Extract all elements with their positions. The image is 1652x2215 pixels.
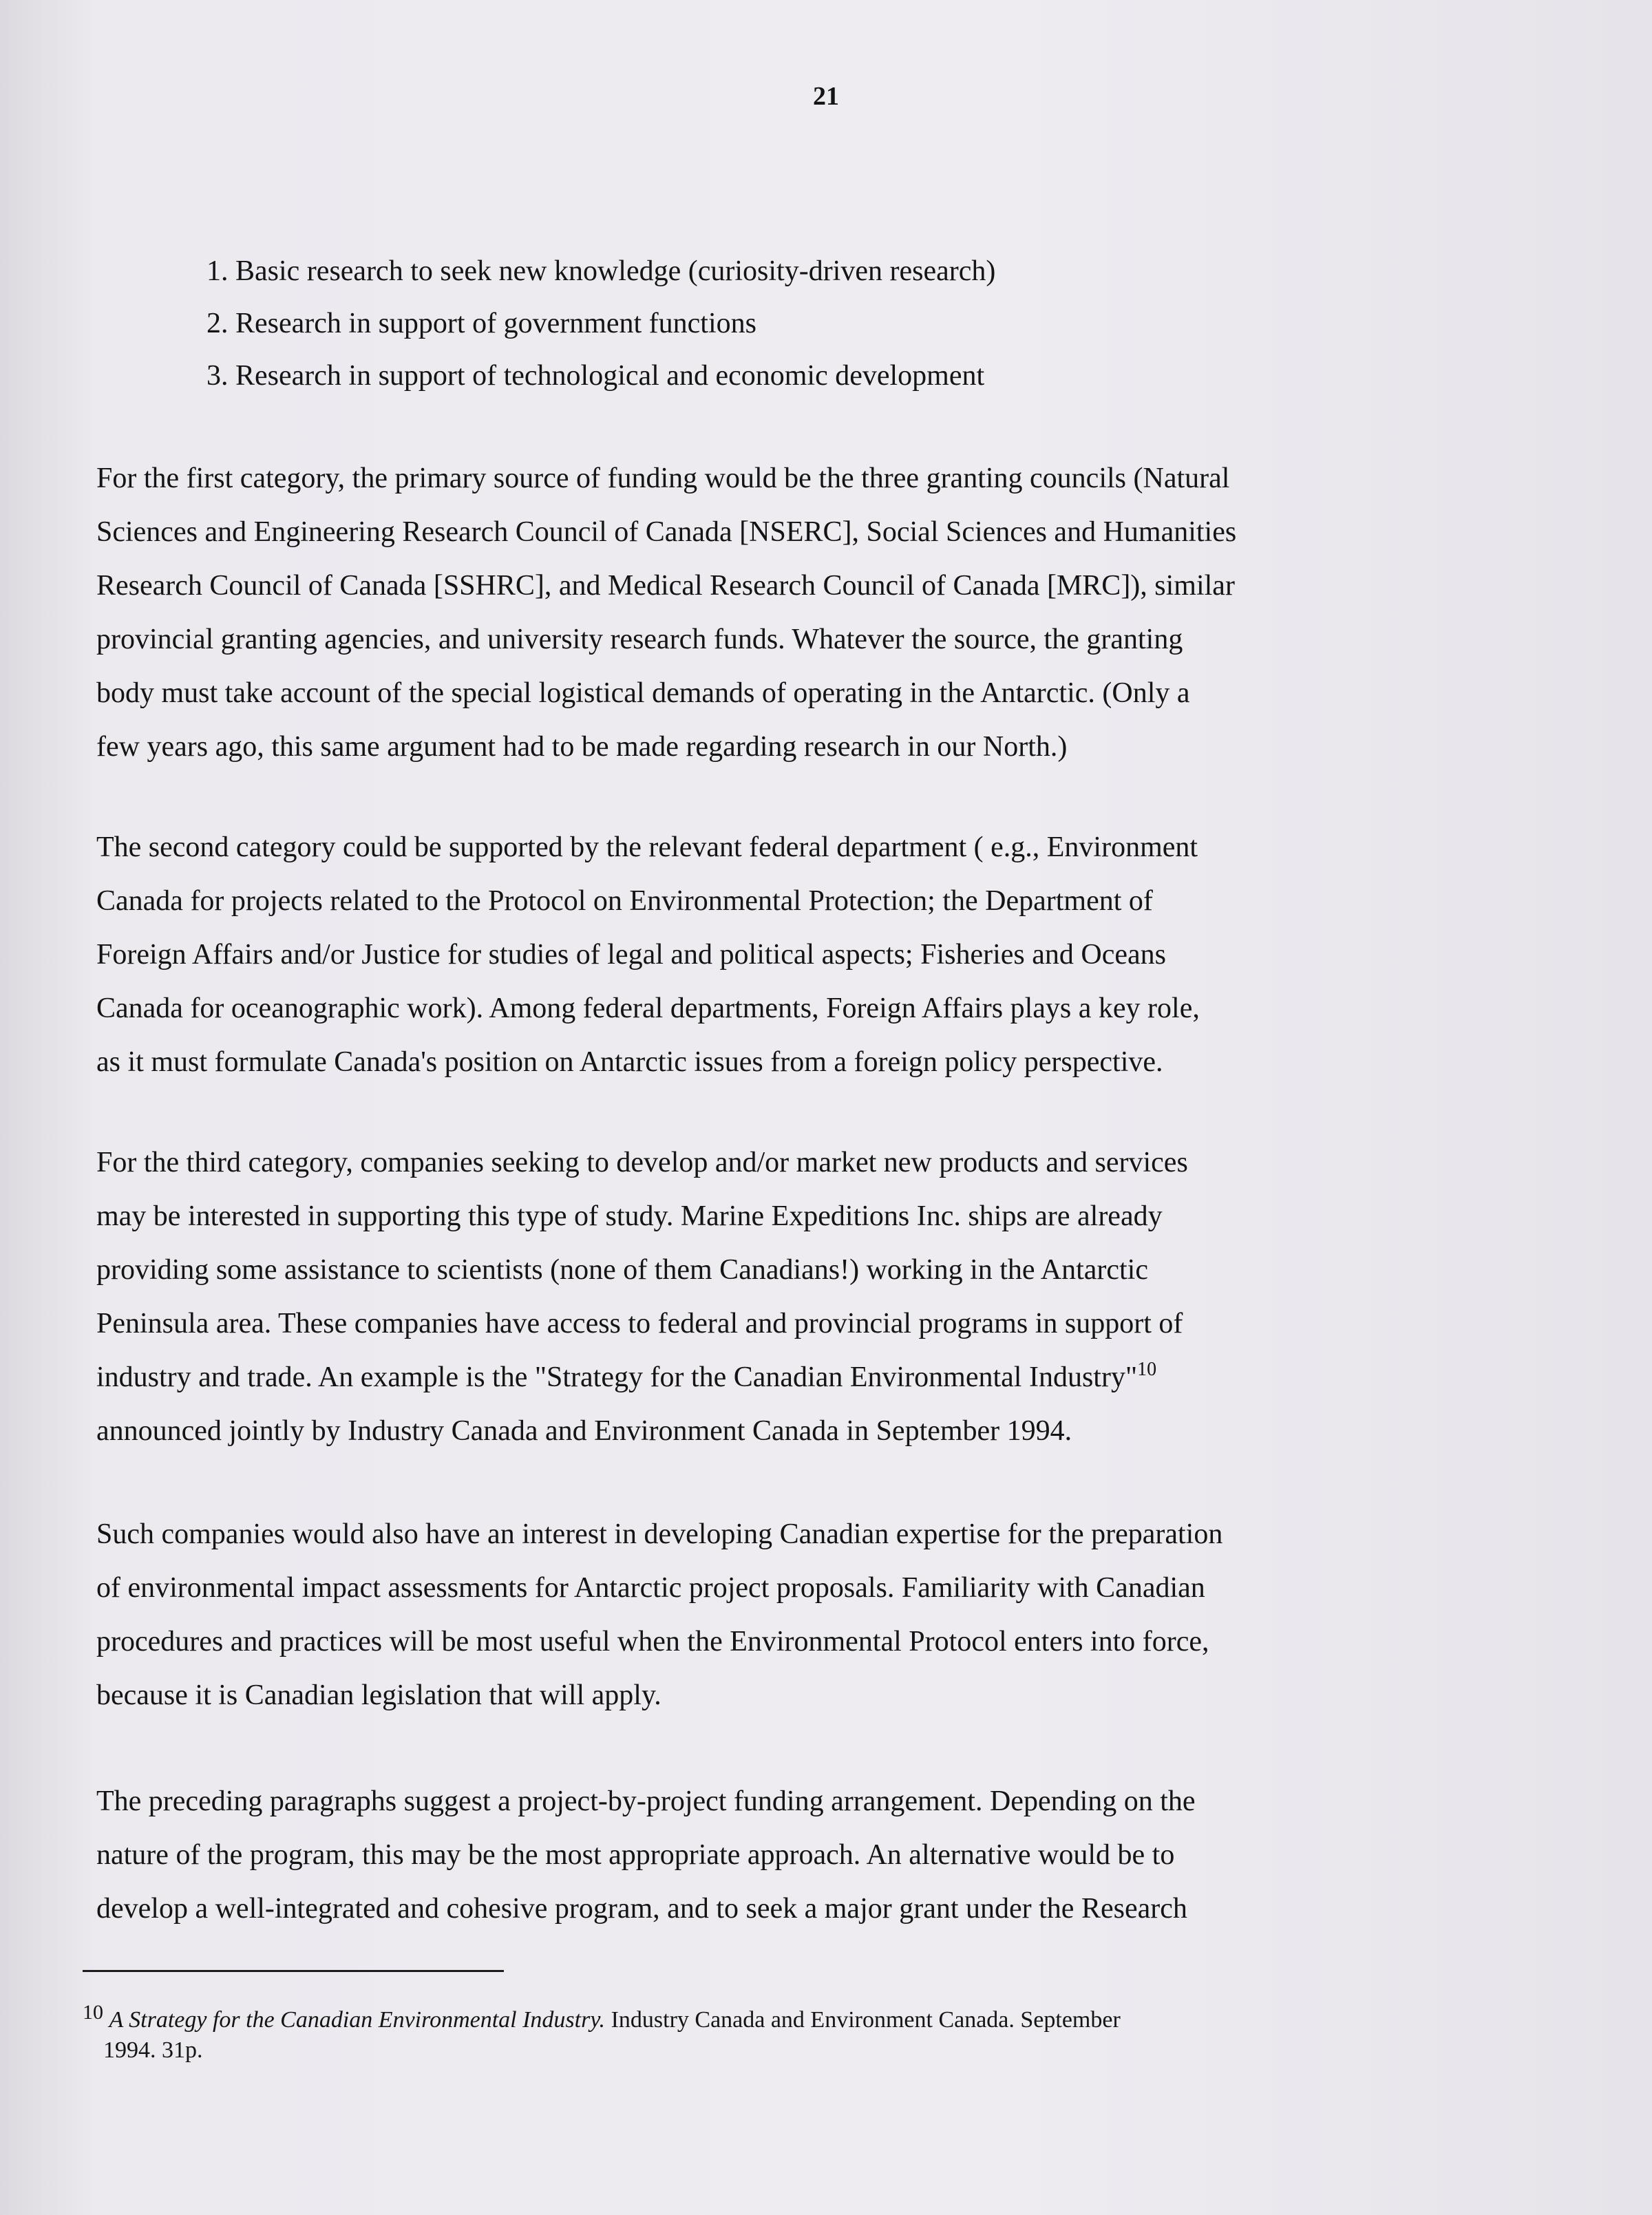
text-line: nature of the program, this may be the most appropriate approach. An alternative would be to bbox=[96, 1839, 1175, 1871]
footnote-source: Industry Canada and Environment Canada. September bbox=[605, 2007, 1121, 2033]
text-line: few years ago, this same argument had to be made regarding research in our North.) bbox=[96, 731, 1068, 763]
text-segment: industry and trade. An example is the "Strategy for the Canadian Environmental Industry" bbox=[96, 1361, 1138, 1393]
text-line: For the third category, companies seeking to develop and/or market new products and services bbox=[96, 1147, 1188, 1178]
text-line: Such companies would also have an interest in developing Canadian expertise for the preparation bbox=[96, 1518, 1223, 1550]
text-line-with-footnote bbox=[96, 1350, 1487, 1404]
list-item: 3. Research in support of technological and economic development bbox=[206, 360, 985, 392]
text-line: The preceding paragraphs suggest a project-by-project funding arrangement. Depending on the bbox=[96, 1785, 1196, 1817]
text-line: of environmental impact assessments for Antarctic project proposals. Familiarity with Canadian bbox=[96, 1572, 1205, 1604]
text-line: Research Council of Canada [SSHRC], and Medical Research Council of Canada [MRC]), similar bbox=[96, 570, 1235, 602]
text-line: Canada for oceanographic work). Among federal departments, Foreign Affairs plays a key role, bbox=[96, 993, 1200, 1024]
research-category-list bbox=[206, 245, 995, 402]
footnote-title: A Strategy for the Canadian Environmental Industry. bbox=[109, 2007, 606, 2033]
footnote-divider bbox=[83, 1970, 504, 1972]
footnote-date: 1994. 31p. bbox=[103, 2037, 203, 2063]
text-line: body must take account of the special logistical demands of operating in the Antarctic. (Only a bbox=[96, 677, 1190, 709]
text-line: may be interested in supporting this type of study. Marine Expeditions Inc. ships are already bbox=[96, 1200, 1163, 1232]
page-number: 21 bbox=[813, 82, 839, 111]
text-line: For the first category, the primary source of funding would be the three granting councils (Natural bbox=[96, 463, 1230, 494]
paragraph-companies-expertise bbox=[96, 1507, 1487, 1722]
footnote-reference: 10 bbox=[1137, 1359, 1157, 1380]
text-line: The second category could be supported by the relevant federal department ( e.g., Environment bbox=[96, 831, 1198, 863]
text-line: providing some assistance to scientists (none of them Canadians!) working in the Antarctic bbox=[96, 1254, 1148, 1286]
text-line: Foreign Affairs and/or Justice for studies of legal and political aspects; Fisheries and Oceans bbox=[96, 939, 1166, 971]
footnote-number: 10 bbox=[83, 2001, 103, 2024]
paragraph-second-category bbox=[96, 820, 1487, 1089]
text-line: announced jointly by Industry Canada and Environment Canada in September 1994. bbox=[96, 1415, 1072, 1447]
paragraph-third-category bbox=[96, 1136, 1487, 1458]
text-line: because it is Canadian legislation that will apply. bbox=[96, 1679, 661, 1711]
list-item: 2. Research in support of government functions bbox=[206, 308, 756, 339]
list-item: 1. Basic research to seek new knowledge (curiosity-driven research) bbox=[206, 255, 996, 287]
text-line: develop a well-integrated and cohesive program, and to seek a major grant under the Research bbox=[96, 1893, 1187, 1925]
paragraph-first-category bbox=[96, 452, 1487, 774]
text-line: provincial granting agencies, and university research funds. Whatever the source, the granting bbox=[96, 624, 1183, 655]
text-line: as it must formulate Canada's position on Antarctic issues from a foreign policy perspective. bbox=[96, 1046, 1163, 1078]
text-line: Peninsula area. These companies have access to federal and provincial programs in support of bbox=[96, 1308, 1183, 1339]
footnote bbox=[83, 1997, 1459, 2066]
text-line: Sciences and Engineering Research Council of Canada [NSERC], Social Sciences and Humanities bbox=[96, 516, 1237, 548]
text-line: procedures and practices will be most useful when the Environmental Protocol enters into force, bbox=[96, 1626, 1209, 1657]
text-line: Canada for projects related to the Protocol on Environmental Protection; the Department of bbox=[96, 885, 1153, 917]
paragraph-funding-arrangement bbox=[96, 1774, 1487, 1936]
